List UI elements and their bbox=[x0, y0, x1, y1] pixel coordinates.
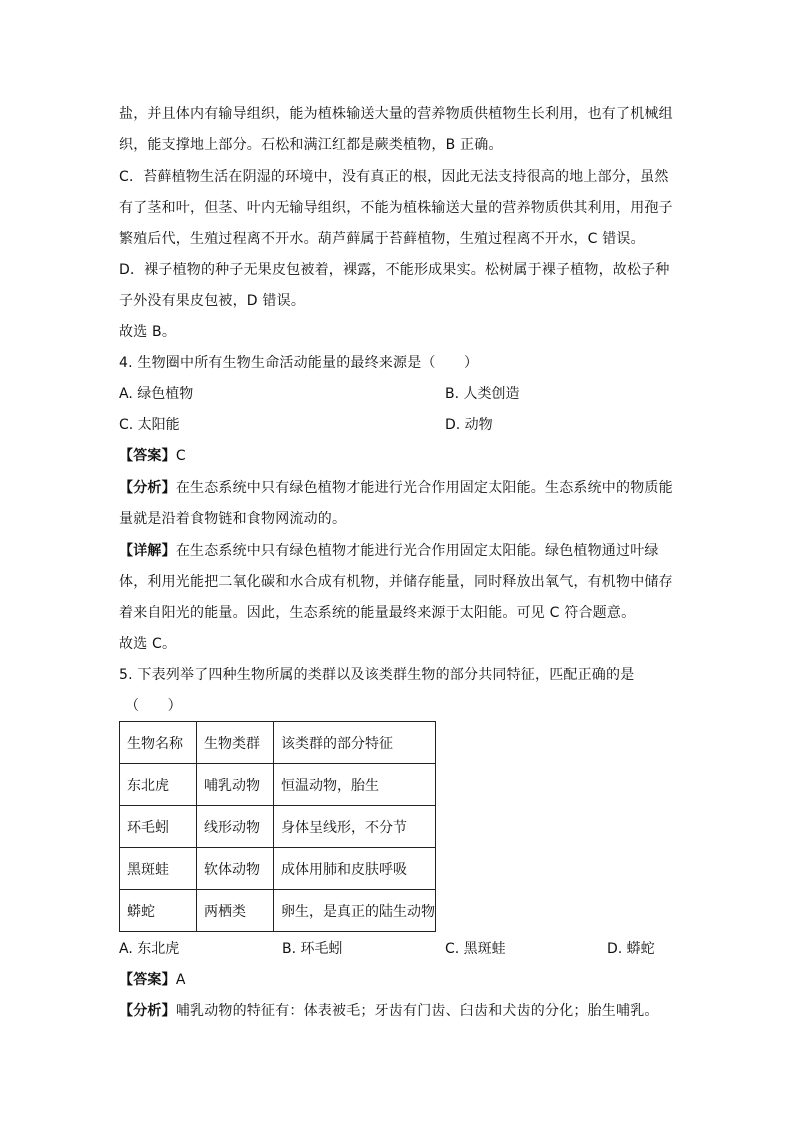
q4-option-c: C. 太阳能 bbox=[119, 417, 180, 433]
table-cell: 哺乳动物 bbox=[197, 764, 274, 806]
table-row bbox=[120, 806, 436, 848]
text-line: D．裸子植物的种子无果皮包被着，裸露，不能形成果实。松树属于裸子植物，故松子种 bbox=[119, 262, 670, 278]
q4-detail-line bbox=[119, 541, 659, 561]
text-line: 繁殖后代，生殖过程离不开水。葫芦藓属于苔藓植物，生殖过程离不开水，C 错误。 bbox=[119, 231, 645, 247]
analysis-text: 在生态系统中只有绿色植物才能进行光合作用固定太阳能。生态系统中的物质能 bbox=[175, 480, 673, 496]
q4-conclusion: 故选 C。 bbox=[119, 636, 177, 652]
table-row bbox=[120, 890, 436, 932]
analysis-tag: 【分析】 bbox=[119, 1003, 176, 1019]
q5-option-b: B. 环毛蚓 bbox=[282, 941, 343, 957]
q5-option-c: C. 黑斑蛙 bbox=[445, 941, 506, 957]
table-cell: 两栖类 bbox=[197, 890, 274, 932]
table-header-cell: 该类群的部分特征 bbox=[274, 722, 436, 764]
text-line: C．苔藓植物生活在阴湿的环境中，没有真正的根，因此无法支持很高的地上部分，虽然 bbox=[119, 169, 669, 185]
text-line: 织，能支撑地上部分。石松和满江红都是蕨类植物，B 正确。 bbox=[119, 137, 503, 153]
q4-option-a: A. 绿色植物 bbox=[119, 386, 194, 402]
q5-analysis bbox=[119, 1001, 659, 1021]
detail-tag: 【详解】 bbox=[119, 543, 176, 559]
analysis-tag: 【分析】 bbox=[119, 480, 176, 496]
table-cell: 环毛蚓 bbox=[120, 806, 197, 848]
table-header-cell: 生物名称 bbox=[120, 722, 197, 764]
text-line: 有了茎和叶，但茎、叶内无输导组织，不能为植株输送大量的营养物质供其利用，用孢子 bbox=[119, 200, 673, 216]
q4-detail-line: 体，利用光能把二氧化碳和水合成有机物，并储存能量，同时释放出氧气，有机物中储存 bbox=[119, 574, 673, 590]
table-row bbox=[120, 764, 436, 806]
table-cell: 东北虎 bbox=[120, 764, 197, 806]
table-cell: 身体呈线形，不分节 bbox=[274, 806, 436, 848]
table-row bbox=[120, 848, 436, 890]
table-header-cell: 生物类群 bbox=[197, 722, 274, 764]
q5-option-d: D. 蟒蛇 bbox=[607, 941, 655, 957]
answer-value: C bbox=[175, 448, 186, 464]
table-cell: 黑斑蛙 bbox=[120, 848, 197, 890]
table-header-row bbox=[120, 722, 436, 764]
organism-table bbox=[119, 721, 436, 932]
table-cell: 线形动物 bbox=[197, 806, 274, 848]
table-cell: 恒温动物，胎生 bbox=[274, 764, 436, 806]
table-cell: 成体用肺和皮肤呼吸 bbox=[274, 848, 436, 890]
question-5-stem: 5. 下表列举了四种生物所属的类群以及该类群生物的部分共同特征，匹配正确的是 bbox=[119, 667, 635, 683]
analysis-text: 哺乳动物的特征有：体表被毛；牙齿有门齿、臼齿和犬齿的分化；胎生哺乳。 bbox=[175, 1003, 659, 1019]
q4-analysis-line: 量就是沿着食物链和食物网流动的。 bbox=[119, 511, 347, 527]
q4-analysis-line bbox=[119, 478, 673, 498]
detail-text: 在生态系统中只有绿色植物才能进行光合作用固定太阳能。绿色植物通过叶绿 bbox=[175, 543, 659, 559]
q4-option-b: B. 人类创造 bbox=[445, 386, 520, 402]
text-line: 盐，并且体内有输导组织，能为植株输送大量的营养物质供植物生长利用，也有了机械组 bbox=[119, 106, 673, 122]
q4-answer bbox=[119, 446, 186, 466]
answer-tag: 【答案】 bbox=[119, 448, 176, 464]
q5-answer bbox=[119, 970, 186, 990]
q5-option-a: A. 东北虎 bbox=[119, 941, 180, 957]
table-cell: 蟒蛇 bbox=[120, 890, 197, 932]
answer-value: A bbox=[175, 972, 186, 988]
text-line: 子外没有果皮包被，D 错误。 bbox=[119, 293, 306, 309]
table-cell: 软体动物 bbox=[197, 848, 274, 890]
q4-detail-line: 着来自阳光的能量。因此，生态系统的能量最终来源于太阳能。可见 C 符合题意。 bbox=[119, 605, 636, 621]
table-cell: 卵生，是真正的陆生动物 bbox=[274, 890, 436, 932]
question-4-stem: 4. 生物圈中所有生物生命活动能量的最终来源是（ ） bbox=[119, 355, 479, 371]
conclusion-text: 故选 B。 bbox=[119, 324, 177, 340]
q4-option-d: D. 动物 bbox=[445, 417, 493, 433]
question-5-bracket: （ ） bbox=[125, 698, 182, 714]
answer-tag: 【答案】 bbox=[119, 972, 176, 988]
